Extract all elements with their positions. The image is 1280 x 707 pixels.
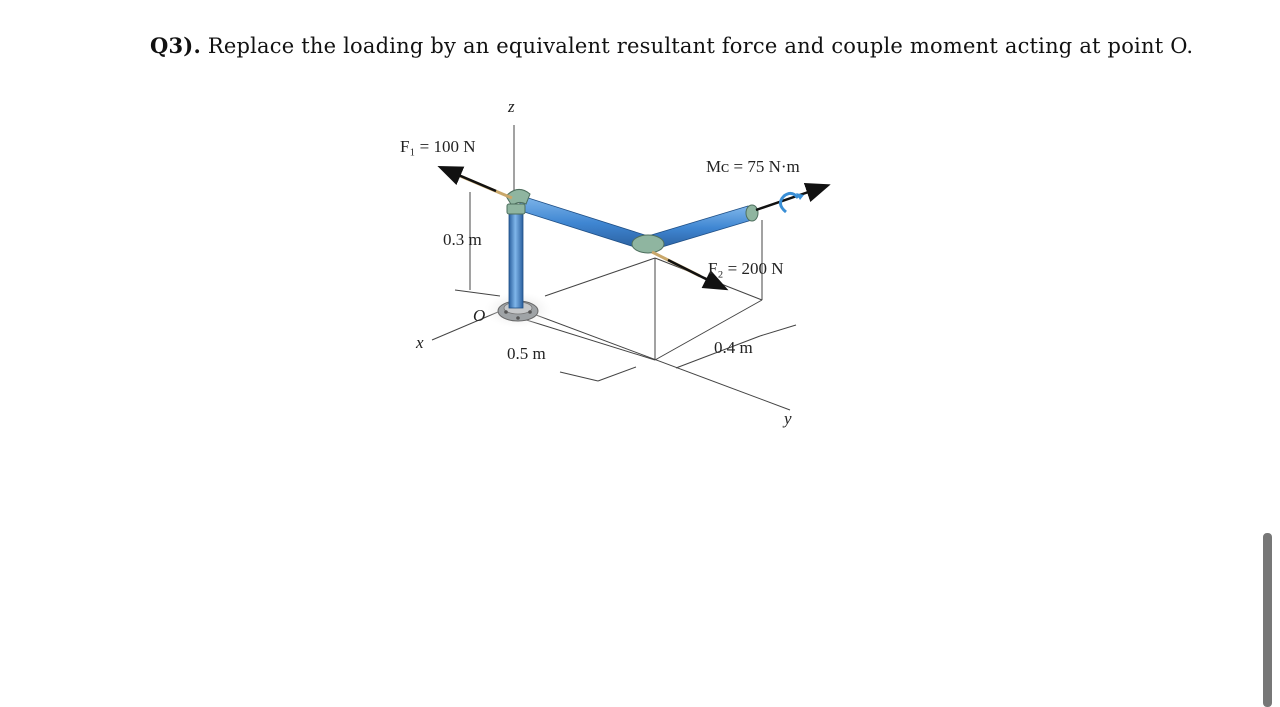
- f1-label: F₁ = 100 N: [400, 137, 476, 156]
- origin-label: O: [473, 306, 486, 325]
- y-axis-label: y: [784, 409, 792, 428]
- couple-moment-arrow: [756, 186, 826, 212]
- dim-y-label: 0.4 m: [714, 338, 753, 357]
- vertical-scrollbar[interactable]: [1263, 533, 1272, 707]
- question-body: Replace the loading by an equivalent resultant force and couple moment acting at point O.: [207, 34, 1194, 58]
- mc-label: Mᴄ = 75 N·m: [706, 157, 800, 176]
- dim-x-label: 0.5 m: [507, 344, 546, 363]
- z-axis-label: z: [508, 97, 515, 116]
- y-axis-line: [512, 306, 790, 410]
- force-f1-arrow: [442, 168, 512, 198]
- vertical-pipe: [509, 208, 523, 308]
- x-axis-label: x: [416, 333, 424, 352]
- f2-label: F₂ = 200 N: [708, 259, 784, 278]
- question-number: Q3).: [150, 33, 201, 58]
- dim-vertical-label: 0.3 m: [443, 230, 482, 249]
- pipe-segment-a: [518, 196, 648, 250]
